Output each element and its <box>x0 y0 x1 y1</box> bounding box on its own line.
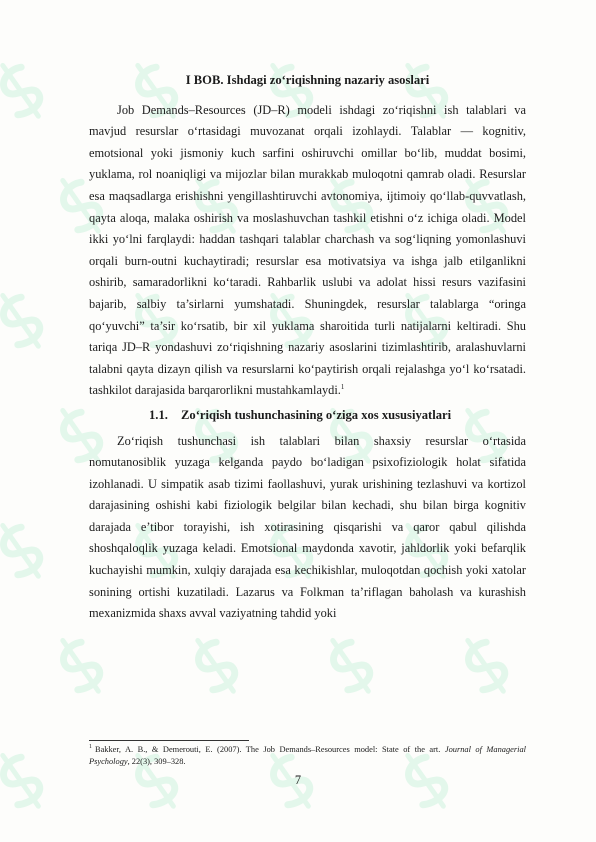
footnote-marker: 1 <box>89 744 92 751</box>
watermark-mark <box>0 57 50 125</box>
watermark-mark <box>320 632 380 700</box>
watermark-mark <box>50 632 110 700</box>
section-number: 1.1. <box>149 407 168 422</box>
footnote-text-before: Bakker, A. B., & Demerouti, E. (2007). The Job Demands–Resources model: State of the art. <box>95 745 445 754</box>
intro-paragraph <box>89 100 526 402</box>
section-paragraph: Zo‘riqish tushunchasi ish talablari bilan shaxsiy resurslar o‘rtasida nomutanosiblik yuzaga kelganda paydo bo‘ladigan psixofiziologik holat sifatida izohlanadi. U simpatik asab tizimi faollashuvi, yurak urishining tezlashuvi va kortizol darajasining oshishi kabi fiziologik belgilar bilan kechadi, shu bilan birga kognitiv darajada e’tibor torayishi, ish xotirasining qisqarishi va qaror qabul qilishda shoshqaloqlik yuzaga keladi. Emotsional maydonda xavotir, jahldorlik yoki befarqlik kuchayishi mumkin, xulqiy darajada esa kechikishlar, muloqotdan qochish yoki xatolar sonining ortishi kuzatiladi. Lazarus va Folkman ta’riflagan baholash va kurashish mexanizmida shaxs avval vaziyatning tahdid yoki <box>89 433 526 621</box>
section-heading <box>89 405 526 427</box>
watermark-mark <box>0 517 50 585</box>
intro-paragraph-text: Job Demands–Resources (JD–R) modeli ishdagi zo‘riqishni ish talablari va mavjud resurslar o‘rtasidagi muvozanat orqali izohlaydi. Talablar — kognitiv, emotsional yoki jismoniy kuch sarfini oshiruvchi omillar bo‘lib, muddat bosimi, yuklama, rol noaniqligi va mijozlar bilan murakkab muloqotni qamrab oladi. Resurslar esa maqsadlarga erishishni yengillashtiruvchi avtonomiya, ijtimoiy qo‘llab-quvvatlash, qayta aloqa, malaka oshirish va moslashuvchan tashkil etishni o‘z ichiga oladi. Model ikki yo‘lni farqlaydi: haddan tashqari talablar charchash va sog‘liqning yomonlashuvi orqali burn-outni kuchaytiradi; resurslar esa motivatsiya va ishga jalb etilganlikni oshirib, samaradorlikni ko‘taradi. Rahbarlik uslubi va adolat hissi resurs vazifasini bajarib, salbiy ta’sirlarni yumshatadi. Shuningdek, resurslar talablarga “oringa qo‘yuvchi” ta’sir ko‘rsatib, bir xil yuklama sharoitida turli natijalarni keltiradi. Shu tariqa JD–R yondashuvi zo‘riqishning nazariy asoslarini tizimlashtirib, aralashuvlarni talabni qayta dizayn qilish va resurslarni ko‘paytirish orqali rejalashga yo‘l ko‘rsatadi. tashkilot darajasida barqarorlikni mustahkamlaydi. <box>89 102 526 398</box>
footnote-separator <box>89 740 249 741</box>
page-body <box>89 70 526 625</box>
footnote-reference: 1 <box>340 383 345 392</box>
watermark-mark <box>185 632 245 700</box>
footnote-journal: Journal of Managerial Psychology <box>89 745 526 766</box>
footnote-text-after: , 22(3), 309–328. <box>127 756 186 766</box>
watermark-mark <box>455 632 515 700</box>
watermark-mark <box>0 287 50 355</box>
footnote <box>89 744 526 767</box>
section-title: Zo‘riqish tushunchasining o‘ziga xos xususiyatlari <box>181 407 452 422</box>
chapter-title: I BOB. Ishdagi zo‘riqishning nazariy asoslari <box>185 73 430 87</box>
page-number: 7 <box>294 773 302 787</box>
